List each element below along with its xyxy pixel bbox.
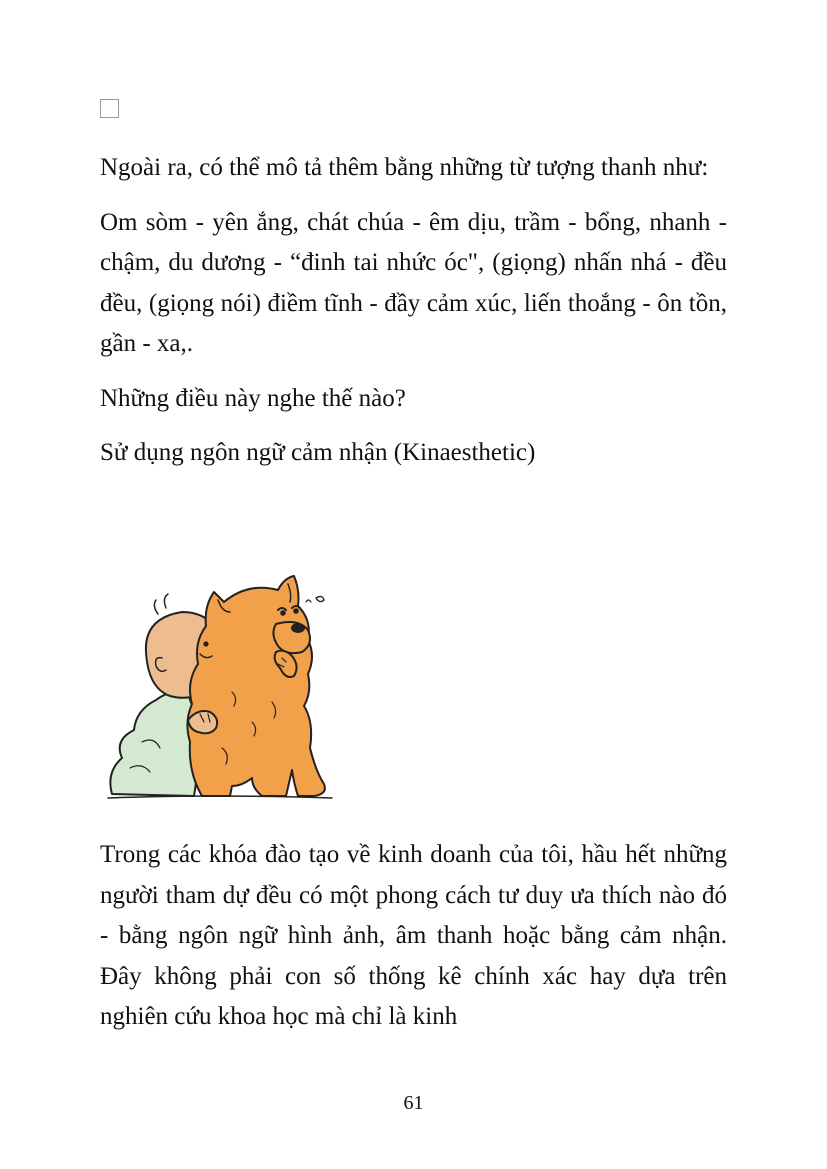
baby-hugging-dog-illustration (102, 572, 338, 804)
paragraph-onomatopoeia-intro: Ngoài ra, có thể mô tả thêm bằng những từ tượng thanh như: (100, 154, 709, 181)
paragraph-kinaesthetic-heading: Sử dụng ngôn ngữ cảm nhận (Kinaesthetic) (100, 439, 536, 466)
page-body (100, 148, 727, 474)
paragraph-question: Những điều này nghe thế nào? (100, 384, 406, 412)
paragraph-sound-pairs: Om sòm - yên ắng, chát chúa - êm dịu, trầm - bổng, nhanh - chậm, du dương - “đinh tai nhức óc", (giọng) nhấn nhá - đều đều, (giọng nói) điềm tĩnh - đầy cảm xúc, liến thoắng - ôn tồn, gần - xa,. (100, 208, 727, 357)
checkbox-placeholder (100, 99, 119, 118)
paragraph-business-training: Trong các khóa đào tạo về kinh doanh của tôi, hầu hết những người tham dự đều có một phong cách tư duy ưa thích nào đó - bằng ngôn ngữ hình ảnh, âm thanh hoặc bằng cảm nhận. Đây không phải con số thống kê chính xác hay dựa trên nghiên cứu khoa học mà chỉ là kinh (100, 841, 727, 1030)
page-number: 61 (403, 1092, 424, 1114)
